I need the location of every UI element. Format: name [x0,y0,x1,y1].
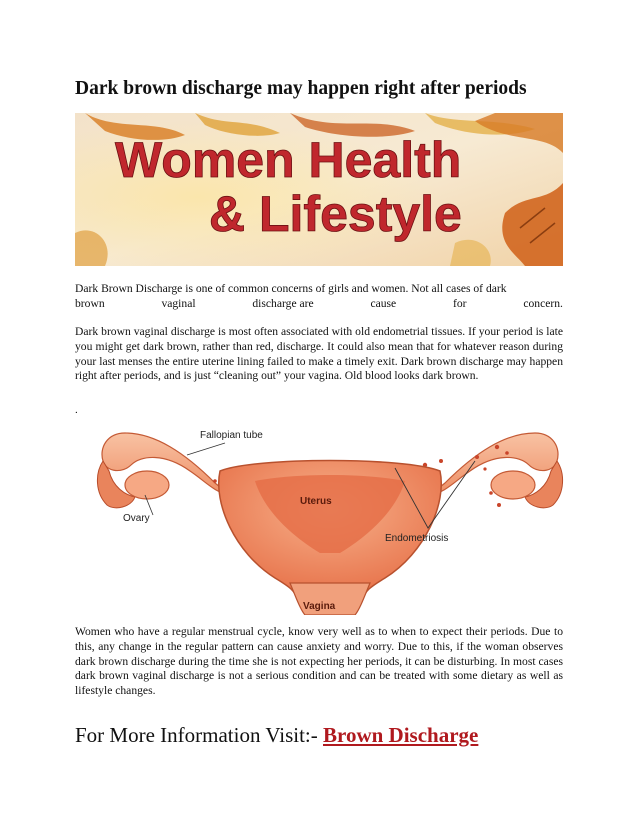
footer-prefix: For More Information Visit:- [75,723,323,747]
explanation-paragraph: Dark brown vaginal discharge is most often associated with old endometrial tissues. If your period is late you might get dark brown, rather than red, discharge. It could also mean that for whatever reason during your last menses the entire uterine lining failed to make a timely exit. Dark brown discharge may happen right after periods, and is just “cleaning out” your vagina. Old blood looks dark brown. [75,325,563,383]
closing-paragraph: Women who have a regular menstrual cycle, know very well as to when to expect their periods. Due to this, any change in the regular pattern can cause anxiety and worry. Due to this, if the woman observes dark brown discharge during the time she is not expecting her periods, it can be disturbing. In most cases dark brown vaginal discharge is not a serious condition and can be treated with some dietary as well as lifestyle changes. [75,625,563,698]
label-vagina: Vagina [303,601,336,612]
stray-dot: . [75,404,78,416]
left-ovary [125,471,169,499]
women-health-lifestyle-banner [75,113,563,266]
banner-line-2: & Lifestyle [209,186,462,242]
intro-word: discharge are [252,296,314,310]
intro-word: cause [370,296,397,310]
intro-paragraph [75,282,563,312]
label-uterus: Uterus [300,496,332,507]
intro-word: concern. [523,296,563,310]
intro-word: brown [75,296,105,310]
uterus-anatomy-diagram [95,413,565,615]
label-endometriosis: Endometriosis [385,533,449,544]
banner-line-1: Women Health [115,132,462,188]
brown-discharge-link[interactable]: Brown Discharge [323,723,479,747]
label-fallopian-tube: Fallopian tube [200,430,263,441]
intro-word: vaginal [161,296,196,310]
anatomy-graphic [95,413,565,615]
intro-line-2 [75,297,563,312]
intro-word: for [453,296,467,310]
label-ovary: Ovary [123,513,150,524]
intro-line-1: Dark Brown Discharge is one of common concerns of girls and women. Not all cases of dark [75,282,507,295]
banner-graphic [75,113,563,266]
more-info-footer [75,723,478,748]
right-ovary [491,471,535,499]
page-title: Dark brown discharge may happen right after periods [75,78,527,99]
